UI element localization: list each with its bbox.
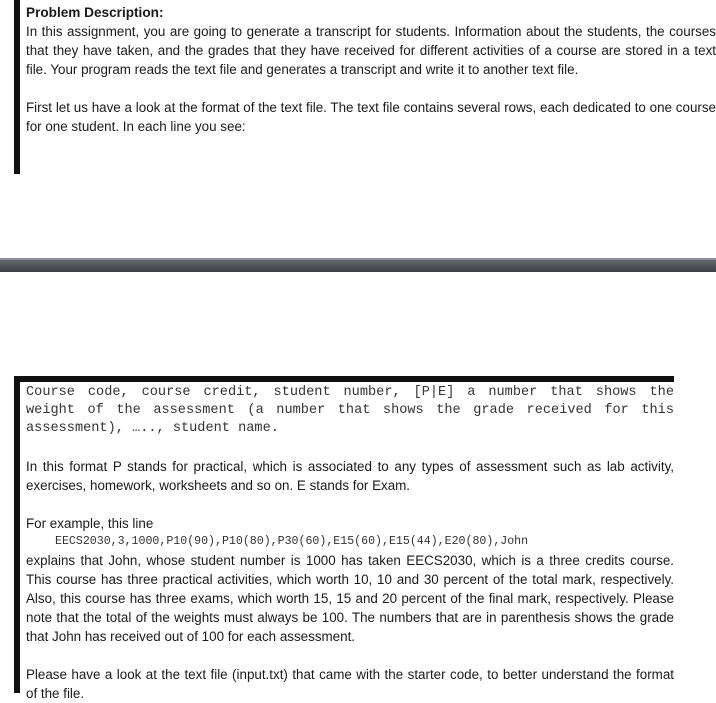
example-explanation-paragraph: explains that John, whose student number is 1000 has taken EECS2030, which is a three credits course. This course has three practical activities, which worth 10, 10 and 30 percent of the total mark, respectively. Also, this course has three exams, which worth 15, 15 and 20 percent of the final mark, respectively. Please note that the total of the weights must always be 100. The numbers that are in parenthesis shows the grade that John has received out of 100 for each assessment. xyxy=(26,553,674,644)
section-heading: Problem Description: xyxy=(26,5,164,20)
example-line-code: EECS2030,3,1000,P10(90),P10(80),P30(60),E15(60),E15(44),E20(80),John xyxy=(55,535,529,548)
format-intro-paragraph: First let us have a look at the format of the text file. The text file contains several rows, each dedicated to one course for one student. In each line you see: xyxy=(26,100,716,134)
format-line-code: Course code, course credit, student number, [P|E] a number that shows the weight of the assessment (a number that shows the grade received for this assessment), ….., student name. xyxy=(26,385,674,436)
intro-paragraph: In this assignment, you are going to generate a transcript for students. Information about the students, the courses that they have taken, and the grades that they have received for different activities of a course are stored in a text file. Your program reads the text file and generates a transcript and write it to another text file. xyxy=(26,24,716,77)
window-divider-bar xyxy=(0,258,716,272)
example-intro-text: For example, this line xyxy=(26,516,154,531)
file-format-panel xyxy=(14,376,674,701)
paragraph-gap xyxy=(26,79,716,98)
paragraph-gap xyxy=(26,438,674,457)
closing-paragraph: Please have a look at the text file (input.txt) that came with the starter code, to better understand the format of the file. xyxy=(26,667,674,701)
paragraph-gap xyxy=(26,495,674,514)
problem-description-panel xyxy=(14,0,716,174)
paragraph-gap xyxy=(26,646,674,665)
format-explanation-paragraph: In this format P stands for practical, which is associated to any types of assessment such as lab activity, exercises, homework, worksheets and so on. E stands for Exam. xyxy=(26,459,674,493)
